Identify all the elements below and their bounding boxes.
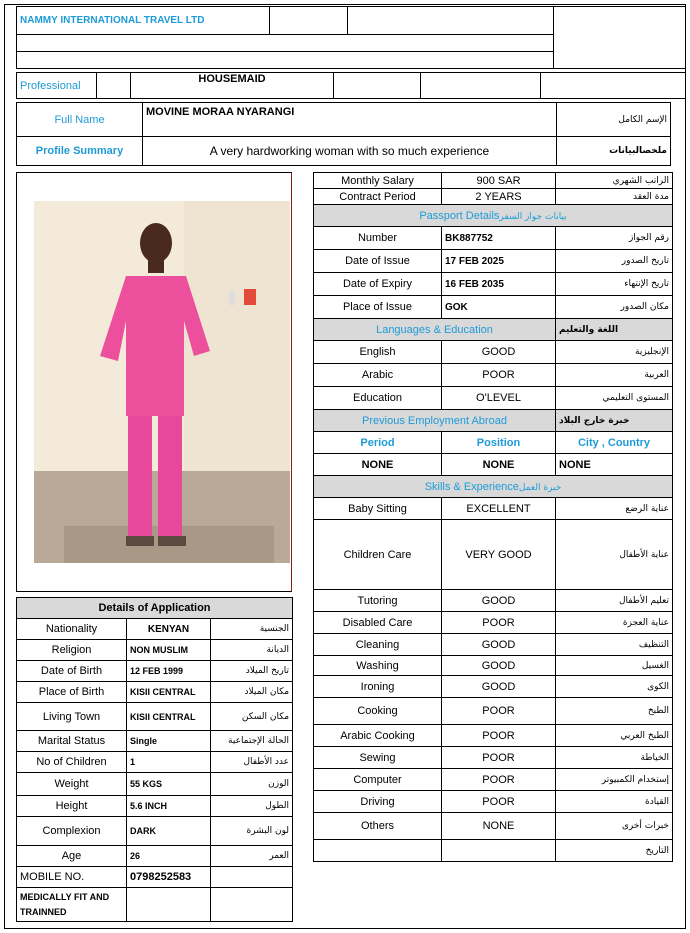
prev-period: NONE: [314, 454, 442, 476]
language-label: Education: [314, 387, 442, 410]
skill-value: POOR: [442, 769, 556, 791]
detail-ar: مكان الميلاد: [211, 682, 293, 703]
skill-label: Washing: [314, 656, 442, 676]
skill-label: Cooking: [314, 698, 442, 725]
skill-value: GOOD: [442, 634, 556, 656]
prev-col-position: Position: [442, 432, 556, 454]
skill-label: Ironing: [314, 676, 442, 698]
info-table: [313, 172, 673, 862]
skill-label: Computer: [314, 769, 442, 791]
passport-ar: تاريخ الصدور: [556, 250, 673, 273]
skill-row: [314, 612, 673, 634]
skill-row: [314, 498, 673, 520]
detail-label: Living Town: [17, 703, 127, 731]
detail-ar: الديانة: [211, 640, 293, 661]
skill-ar: خبرات أخرى: [556, 813, 673, 840]
skill-value: POOR: [442, 747, 556, 769]
language-row: [314, 387, 673, 410]
detail-ar: الجنسية: [211, 619, 293, 640]
skill-label: Driving: [314, 791, 442, 813]
skill-label: Arabic Cooking: [314, 725, 442, 747]
salary-value: 900 SAR: [442, 173, 556, 189]
detail-label: Nationality: [17, 619, 127, 640]
skill-value: POOR: [442, 791, 556, 813]
photo-box: [16, 172, 292, 592]
language-ar: المستوى التعليمي: [556, 387, 673, 410]
skill-label: Cleaning: [314, 634, 442, 656]
detail-label: No of Children: [17, 752, 127, 773]
skill-row: [314, 791, 673, 813]
skill-ar: الطبخ: [556, 698, 673, 725]
professional-value: HOUSEMAID: [131, 73, 334, 99]
passport-label: Place of Issue: [314, 296, 442, 319]
skill-ar: عناية الأطفال: [556, 520, 673, 590]
detail-row: [17, 682, 293, 703]
prev-position: NONE: [442, 454, 556, 476]
detail-row: [17, 817, 293, 846]
skill-ar: الطبخ العربي: [556, 725, 673, 747]
language-row: [314, 364, 673, 387]
detail-ar: لون البشرة: [211, 817, 293, 846]
detail-value: KISII CENTRAL: [127, 682, 211, 703]
contract-ar: مدة العقد: [556, 189, 673, 205]
passport-header: Passport Detailsبيانات جواز السفر: [314, 205, 673, 227]
passport-row: [314, 296, 673, 319]
skill-value: NONE: [442, 813, 556, 840]
detail-label: Marital Status: [17, 731, 127, 752]
prev-col-city: City , Country: [556, 432, 673, 454]
skill-value: GOOD: [442, 590, 556, 612]
summary-label: Profile Summary: [17, 137, 143, 166]
skill-value: VERY GOOD: [442, 520, 556, 590]
skill-ar: الخياطة: [556, 747, 673, 769]
language-label: Arabic: [314, 364, 442, 387]
passport-label: Number: [314, 227, 442, 250]
passport-ar: مكان الصدور: [556, 296, 673, 319]
detail-value: 55 KGS: [127, 773, 211, 796]
detail-row: [17, 661, 293, 682]
detail-label: Weight: [17, 773, 127, 796]
skill-ar: إستخدام الكمبيوتر: [556, 769, 673, 791]
language-row: [314, 341, 673, 364]
lang-header-ar: اللغة والتعليم: [556, 319, 673, 341]
detail-label: Age: [17, 846, 127, 867]
skill-row: [314, 634, 673, 656]
details-table: [16, 597, 293, 922]
skill-row: [314, 590, 673, 612]
passport-label: Date of Issue: [314, 250, 442, 273]
skills-header: Skills & Experienceخبرة العمل: [314, 476, 673, 498]
skill-row: [314, 725, 673, 747]
identity-table: [16, 102, 671, 166]
passport-row: [314, 273, 673, 296]
detail-ar: الوزن: [211, 773, 293, 796]
detail-label: Height: [17, 796, 127, 817]
professional-row: [16, 72, 686, 99]
detail-row: [17, 752, 293, 773]
skill-value: EXCELLENT: [442, 498, 556, 520]
skill-row: [314, 656, 673, 676]
language-ar: العربية: [556, 364, 673, 387]
passport-row: [314, 227, 673, 250]
company-name: NAMMY INTERNATIONAL TRAVEL LTD: [17, 7, 270, 35]
detail-ar: عدد الأطفال: [211, 752, 293, 773]
passport-ar: تاريخ الإنتهاء: [556, 273, 673, 296]
summary-ar: ملخصالبيانات: [557, 137, 671, 166]
detail-value: NON MUSLIM: [127, 640, 211, 661]
detail-row: [17, 731, 293, 752]
professional-label: Professional: [17, 73, 97, 99]
detail-value: KISII CENTRAL: [127, 703, 211, 731]
detail-value: 26: [127, 846, 211, 867]
skill-ar: عناية العجزة: [556, 612, 673, 634]
prev-header-ar: خبرة خارج البلاد: [556, 410, 673, 432]
skill-value: [442, 840, 556, 862]
skill-label: Disabled Care: [314, 612, 442, 634]
skill-ar: تعليم الأطفال: [556, 590, 673, 612]
detail-label: Complexion: [17, 817, 127, 846]
contract-label: Contract Period: [314, 189, 442, 205]
skill-label: Sewing: [314, 747, 442, 769]
passport-ar: رقم الجواز: [556, 227, 673, 250]
skill-value: GOOD: [442, 656, 556, 676]
skill-row: [314, 676, 673, 698]
skill-value: GOOD: [442, 676, 556, 698]
summary-value: A very hardworking woman with so much experience: [143, 137, 557, 166]
lang-header: Languages & Education: [314, 319, 556, 341]
skill-label: Baby Sitting: [314, 498, 442, 520]
contract-value: 2 YEARS: [442, 189, 556, 205]
language-value: O'LEVEL: [442, 387, 556, 410]
prev-city: NONE: [556, 454, 673, 476]
detail-label: Religion: [17, 640, 127, 661]
detail-value: 1: [127, 752, 211, 773]
prev-header: Previous Employment Abroad: [314, 410, 556, 432]
details-header: Details of Application: [17, 598, 293, 619]
language-label: English: [314, 341, 442, 364]
skill-label: Others: [314, 813, 442, 840]
detail-row: [17, 846, 293, 867]
detail-value: 12 FEB 1999: [127, 661, 211, 682]
salary-ar: الراتب الشهري: [556, 173, 673, 189]
language-ar: الإنجليزية: [556, 341, 673, 364]
mobile-value: 0798252583: [127, 867, 211, 888]
skill-ar: الغسيل: [556, 656, 673, 676]
mobile-label: MOBILE NO.: [17, 867, 127, 888]
prev-col-period: Period: [314, 432, 442, 454]
detail-value: KENYAN: [127, 619, 211, 640]
medical-note: MEDICALLY FIT AND TRAINNED: [17, 888, 127, 922]
detail-row: [17, 703, 293, 731]
detail-ar: مكان السكن: [211, 703, 293, 731]
skill-value: POOR: [442, 698, 556, 725]
skill-row: [314, 840, 673, 862]
passport-value: BK887752: [442, 227, 556, 250]
skill-row: [314, 698, 673, 725]
skill-value: POOR: [442, 725, 556, 747]
skill-row: [314, 520, 673, 590]
skill-label: Children Care: [314, 520, 442, 590]
skill-ar: الكوى: [556, 676, 673, 698]
detail-value: 5.6 INCH: [127, 796, 211, 817]
detail-row: [17, 640, 293, 661]
detail-value: DARK: [127, 817, 211, 846]
skill-label: [314, 840, 442, 862]
detail-value: Single: [127, 731, 211, 752]
skill-row: [314, 769, 673, 791]
header-table: [16, 6, 686, 69]
skill-ar: عناية الرضع: [556, 498, 673, 520]
skill-ar: التنظيف: [556, 634, 673, 656]
skill-row: [314, 747, 673, 769]
skill-value: POOR: [442, 612, 556, 634]
detail-row: [17, 619, 293, 640]
detail-ar: تاريخ الميلاد: [211, 661, 293, 682]
passport-value: 17 FEB 2025: [442, 250, 556, 273]
skill-ar: القيادة: [556, 791, 673, 813]
fullname-label: Full Name: [17, 103, 143, 137]
passport-value: GOK: [442, 296, 556, 319]
detail-label: Date of Birth: [17, 661, 127, 682]
fullname-value: MOVINE MORAA NYARANGI: [143, 103, 557, 137]
passport-label: Date of Expiry: [314, 273, 442, 296]
fullname-ar: الإسم الكامل: [557, 103, 671, 137]
skill-label: Tutoring: [314, 590, 442, 612]
skill-ar: التاريخ: [556, 840, 673, 862]
salary-label: Monthly Salary: [314, 173, 442, 189]
detail-label: Place of Birth: [17, 682, 127, 703]
detail-row: [17, 773, 293, 796]
candidate-photo: [34, 201, 290, 563]
detail-row: [17, 796, 293, 817]
passport-value: 16 FEB 2035: [442, 273, 556, 296]
detail-ar: الطول: [211, 796, 293, 817]
skill-row: [314, 813, 673, 840]
language-value: GOOD: [442, 341, 556, 364]
passport-row: [314, 250, 673, 273]
detail-ar: العمر: [211, 846, 293, 867]
detail-ar: الحالة الإجتماعية: [211, 731, 293, 752]
language-value: POOR: [442, 364, 556, 387]
